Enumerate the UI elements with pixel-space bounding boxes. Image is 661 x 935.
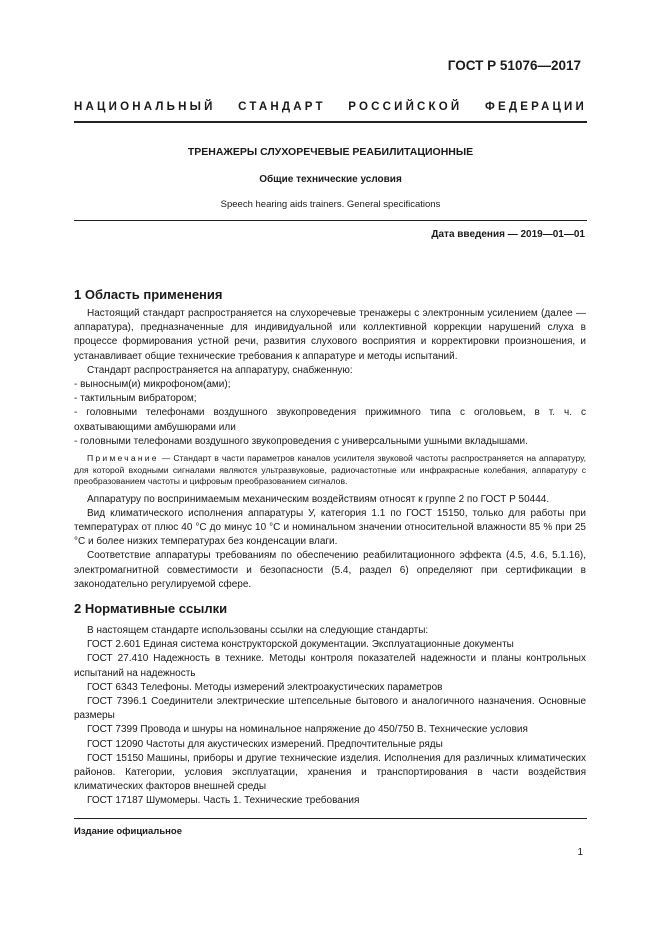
section-1-body — [74, 307, 586, 592]
note — [74, 453, 586, 488]
gost-code: ГОСТ Р 51076—2017 — [447, 58, 581, 73]
document-subtitle: Общие технические условия — [259, 174, 402, 185]
list-item: - выносным(и) микрофоном(ами); — [74, 379, 231, 391]
reference-item: ГОСТ 12090 Частоты для акустических измерений. Предпочтительные ряды — [87, 738, 443, 750]
reference-item: ГОСТ 7399 Провода и шнуры на номинальное напряжение до 450/750 В. Технические условия — [87, 724, 528, 736]
paragraph: Вид климатического исполнения аппаратуры У, категория 1.1 по ГОСТ 15150, только для работы при температурах от плюс 40 °С до минус 10 °С и номинальном значении относительной влажности 85 % при 25 °С и более низких температурах без конденсации влаги. — [74, 507, 586, 548]
introduction-date: Дата введения — 2019—01—01 — [431, 229, 585, 240]
document-title-english: Speech hearing aids trainers. General specifications — [220, 199, 441, 210]
reference-item: ГОСТ 15150 Машины, приборы и другие технические изделия. Исполнения для различных климатических районов. Категории, условия эксплуатации, хранения и транспортирования в части воздействия климатических факторов внешней среды — [74, 752, 586, 793]
paragraph: Соответствие аппаратуры требованиям по обеспечению реабилитационного эффекта (4.5, 4.6, 5.1.16), электромагнитной совместимости и безопасности (5.4, раздел 6) определяют при сертификации в законодательно регулируемой сфере. — [74, 550, 586, 590]
section-2-body — [74, 624, 586, 809]
list-item: - головными телефонами воздушного звукопроведения прижимного типа с оголовьем, в т. ч. с охватывающими амбушюрами или — [74, 407, 586, 433]
reference-item: ГОСТ 17187 Шумомеры. Часть 1. Технические требования — [87, 795, 360, 807]
header-rule — [74, 121, 587, 123]
note-label: Примечание — [87, 453, 159, 464]
list-item: - тактильным вибратором; — [74, 393, 197, 405]
paragraph: В настоящем стандарте использованы ссылки на следующие стандарты: — [87, 625, 429, 636]
paragraph: Аппаратуру по воспринимаемым механическим воздействиям относят к группе 2 по ГОСТ Р 50444. — [87, 493, 550, 505]
reference-item: ГОСТ 27.410 Надежность в технике. Методы контроля показателей надежности и планы контрольных испытаний на надежность — [74, 653, 586, 679]
edition-label: Издание официальное — [74, 826, 182, 837]
list-item: - головными телефонами воздушного звукопроведения с универсальными ушными вкладышами. — [74, 435, 528, 447]
note-text: — Стандарт в части параметров каналов усилителя звуковой частоты распространяется на аппаратуру, для которой входными сигналами являются ультразвуковые, радиочастотные или инфракрасные колебания, аппаратуру с преобразованием частоты и цифровым преобразованием сигналов. — [74, 453, 586, 487]
paragraph: Настоящий стандарт распространяется на слухоречевые тренажеры с электронным усилением (далее — аппаратура), предназначенные для индивидуальной или коллективной коррекции нарушений слуха в процессе формирования устной речи, развития слухового восприятия и корректировки произношения, и устанавливает общие технические требования к аппаратуре и методы испытаний. — [74, 308, 586, 362]
section-2-heading: 2 Нормативные ссылки — [74, 601, 228, 616]
section-1-heading: 1 Область применения — [74, 287, 223, 302]
document-title: ТРЕНАЖЕРЫ СЛУХОРЕЧЕВЫЕ РЕАБИЛИТАЦИОННЫЕ — [187, 146, 474, 158]
reference-item: ГОСТ 7396.1 Соединители электрические штепсельные бытового и аналогичного назначения. Основные размеры — [74, 696, 586, 722]
paragraph: Стандарт распространяется на аппаратуру, снабженную: — [87, 364, 353, 376]
reference-item: ГОСТ 2.601 Единая система конструкторской документации. Эксплуатационные документы — [87, 639, 514, 651]
title-rule — [74, 220, 587, 221]
page-number: 1 — [577, 847, 583, 858]
national-standard-banner: НАЦИОНАЛЬНЫЙ СТАНДАРТ РОССИЙСКОЙ ФЕДЕРАЦИИ — [74, 101, 587, 113]
reference-item: ГОСТ 6343 Телефоны. Методы измерений электроакустических параметров — [87, 681, 443, 693]
footer-rule — [74, 818, 587, 819]
